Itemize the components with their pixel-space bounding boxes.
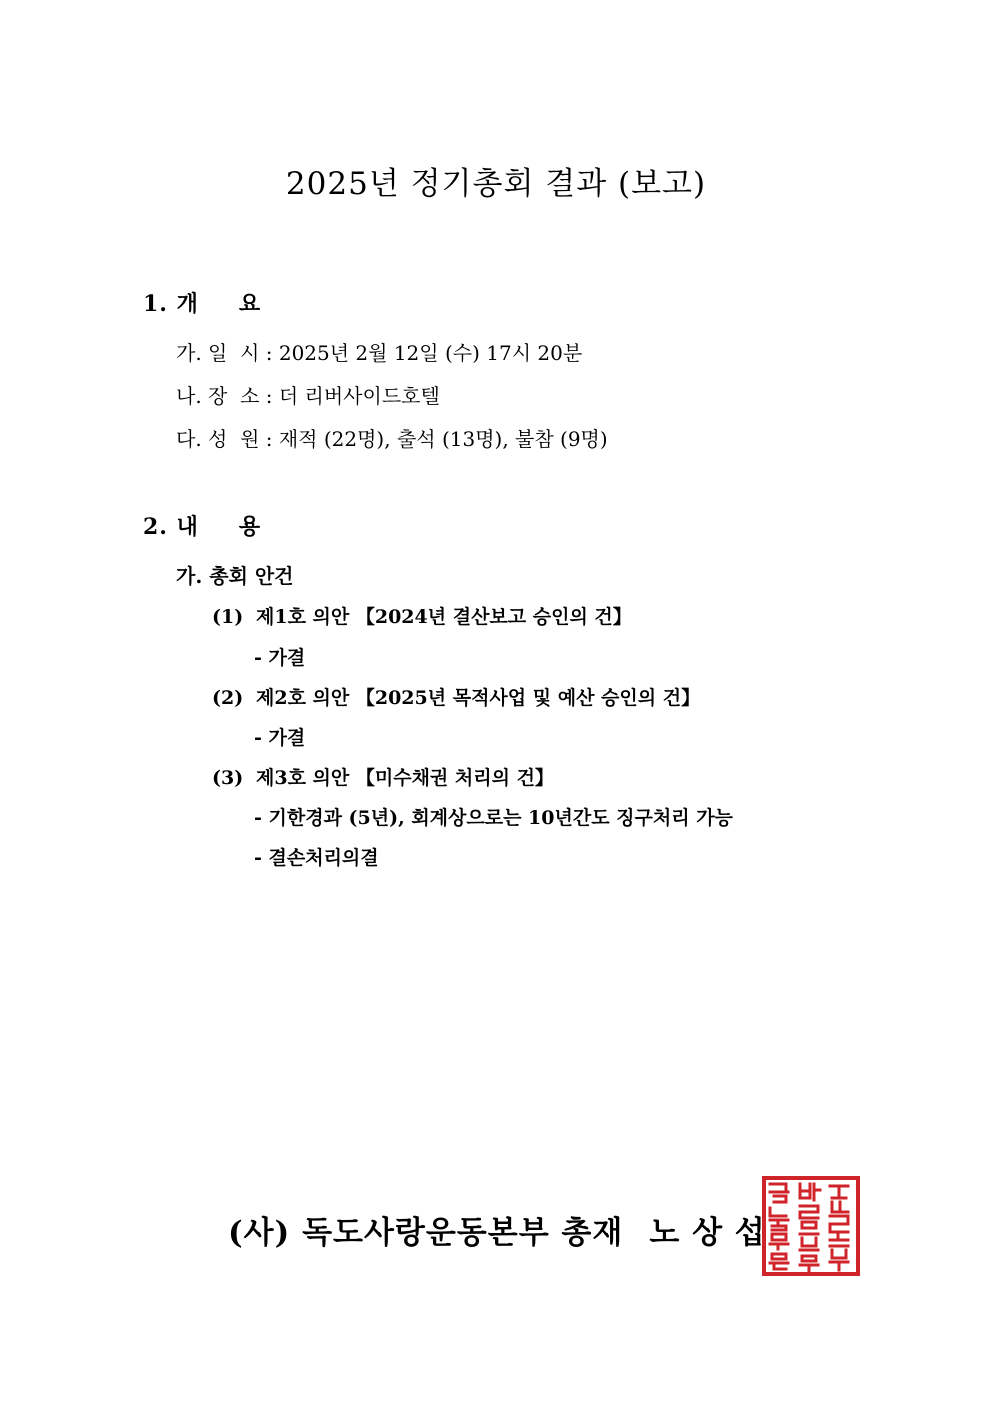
agenda-number: (1) [212,606,244,628]
overview-item-members [176,423,608,452]
signature-line [228,1207,766,1252]
section-1-heading-a: 개 [176,291,199,317]
overview-value: 재적 (22명), 출석 (13명), 불참 (9명) [278,427,608,451]
overview-item-place [176,380,440,409]
agenda-1-result: - 가결 [254,647,306,669]
agenda-item-3 [212,763,554,790]
section-2-heading-a: 내 [176,514,199,540]
agenda-item-1 [212,602,632,629]
overview-value: 2025년 2월 12일 (수) 17시 20분 [278,341,583,365]
section-1-heading [143,287,261,318]
section-2-heading [143,510,261,541]
agenda-text: 제3호 의안 【미수채권 처리의 건】 [256,767,554,789]
signature-name: 노 상 섭 [649,1215,766,1251]
section-2-heading-b: 용 [238,514,262,540]
agenda-item-2 [212,683,700,710]
overview-label: 가. 일 시 : [176,341,273,365]
overview-item-date [176,337,582,366]
section-1-number: 1. [143,291,168,317]
agenda-number: (2) [212,687,244,709]
section-1-heading-b: 요 [238,291,262,317]
overview-label: 다. 성 원 : [176,427,273,451]
signature-org: (사) 독도사랑운동본부 총재 [228,1215,624,1251]
agenda-text: 제1호 의안 【2024년 결산보고 승인의 건】 [256,606,632,628]
overview-value: 더 리버사이드호텔 [278,384,440,408]
section-2-number: 2. [143,514,168,540]
agenda-2-result: - 가결 [254,727,306,749]
agenda-text: 제2호 의안 【2025년 목적사업 및 예산 승인의 건】 [256,687,701,709]
overview-label: 나. 장 소 : [176,384,273,408]
agenda-subheading: 가. 총회 안건 [176,564,294,588]
page-title: 2025년 정기총회 결과 (보고) [285,166,707,202]
agenda-3-result-2: - 결손처리의결 [254,847,379,869]
agenda-3-result-1: - 기한경과 (5년), 회계상으로는 10년간도 징구처리 가능 [254,807,733,829]
agenda-number: (3) [212,767,244,789]
official-seal-icon [762,1176,860,1276]
